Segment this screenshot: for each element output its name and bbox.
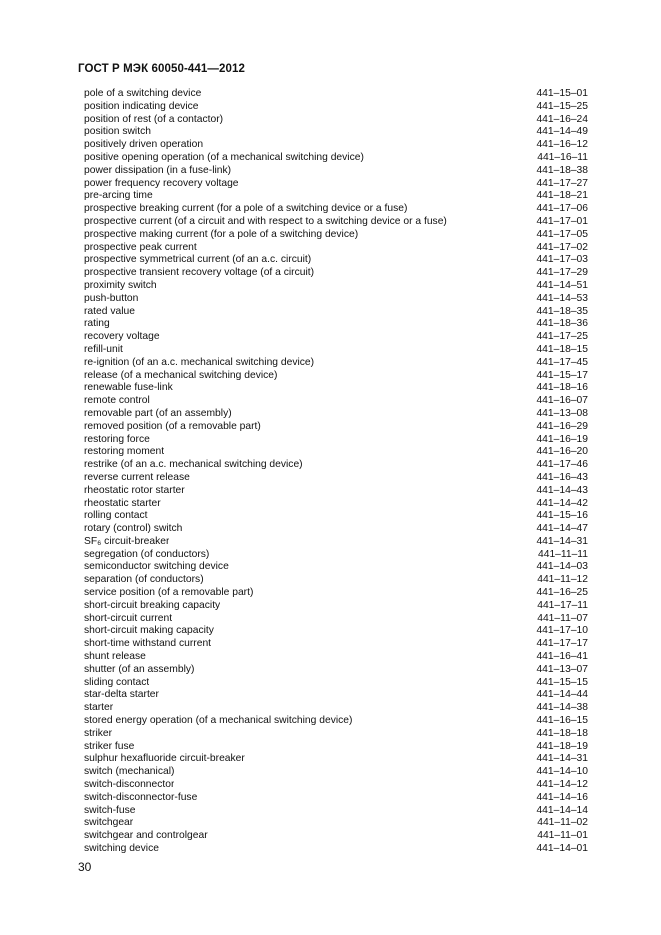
index-code: 441–14–10 [536,766,588,778]
index-entry [84,728,588,741]
index-entry [84,229,588,242]
index-code: 441–18–38 [536,164,588,176]
index-code: 441–14–44 [536,689,588,701]
index-code: 441–11–12 [537,574,588,586]
index-code: 441–17–25 [536,331,588,343]
index-entry [84,561,588,574]
index-term: pre-arcing time [84,190,153,202]
index-entry [84,510,588,523]
index-code: 441–18–21 [536,190,588,202]
index-code: 441–16–29 [536,420,588,432]
index-term: sliding contact [84,676,150,688]
index-code: 441–18–19 [536,740,588,752]
index-entry [84,216,588,229]
index-term: stored energy operation (of a mechanical switching device) [84,715,353,727]
index-code: 441–14–42 [536,497,588,509]
index-code: 441–17–11 [537,599,588,611]
index-entry [84,139,588,152]
index-term: restrike (of an a.c. mechanical switching device) [84,459,303,471]
index-entry [84,344,588,357]
index-entry [84,549,588,562]
index-term: prospective current (of a circuit and with respect to a switching device or a fuse) [84,215,447,227]
index-term: refill-unit [84,343,123,355]
index-term: star-delta starter [84,689,159,701]
index-entry [84,190,588,203]
page-number: 30 [78,860,92,874]
index-term: renewable fuse-link [84,382,173,394]
index-term: position of rest (of a contactor) [84,113,224,125]
index-code: 441–14–38 [536,702,588,714]
index-term: rheostatic rotor starter [84,484,185,496]
index-code: 441–17–02 [536,241,588,253]
index-term: switch-fuse [84,804,136,816]
index-entry [84,600,588,613]
index-entry [84,446,588,459]
index-entry [84,101,588,114]
index-term: switchgear [84,817,134,829]
index-entry [84,689,588,702]
index-code: 441–16–15 [536,715,588,727]
index-code: 441–14–43 [536,484,588,496]
index-entry [84,574,588,587]
index-term: short-circuit breaking capacity [84,599,221,611]
index-term: semiconductor switching device [84,561,229,573]
index-term: SF₆ circuit-breaker [84,535,170,547]
index-entry [84,843,588,856]
index-term: recovery voltage [84,331,160,343]
index-code: 441–16–41 [536,651,588,663]
index-code: 441–17–17 [536,638,588,650]
index-code: 441–14–51 [536,279,588,291]
index-term: prospective peak current [84,241,197,253]
index-entry [84,382,588,395]
index-term: positively driven operation [84,139,204,151]
index-term: re-ignition (of an a.c. mechanical switching device) [84,356,315,368]
index-term: striker [84,727,113,739]
index-code: 441–16–20 [536,446,588,458]
index-term: switchgear and controlgear [84,830,208,842]
index-entry [84,126,588,139]
index-entry [84,498,588,511]
index-term: restoring moment [84,446,165,458]
index-term: switch-disconnector-fuse [84,791,198,803]
index-term: separation (of conductors) [84,574,204,586]
index-entry [84,242,588,255]
term-index-list [84,88,588,856]
index-code: 441–15–17 [536,369,588,381]
index-code: 441–16–07 [536,395,588,407]
index-term: power dissipation (in a fuse-link) [84,164,232,176]
index-code: 441–18–18 [536,727,588,739]
index-entry [84,152,588,165]
index-term: position switch [84,126,151,138]
index-term: segregation (of conductors) [84,548,210,560]
index-entry [84,370,588,383]
index-entry [84,485,588,498]
index-term: short-circuit making capacity [84,625,214,637]
index-entry [84,805,588,818]
index-code: 441–18–15 [536,343,588,355]
index-code: 441–16–43 [536,471,588,483]
index-term: proximity switch [84,279,157,291]
index-entry [84,817,588,830]
index-code: 441–14–01 [536,843,588,855]
index-code: 441–15–01 [536,88,588,99]
index-entry [84,792,588,805]
index-code: 441–11–01 [537,830,588,842]
index-entry [84,178,588,191]
index-term: rheostatic starter [84,497,161,509]
index-entry [84,677,588,690]
index-entry [84,651,588,664]
index-term: power frequency recovery voltage [84,177,239,189]
index-entry [84,280,588,293]
index-term: switching device [84,843,159,855]
index-code: 441–17–03 [536,254,588,266]
index-code: 441–17–06 [536,203,588,215]
index-term: restoring force [84,433,150,445]
index-code: 441–16–11 [537,151,588,163]
index-entry [84,395,588,408]
index-entry [84,114,588,127]
index-entry [84,203,588,216]
index-entry [84,613,588,626]
index-term: rolling contact [84,510,148,522]
index-code: 441–14–47 [536,523,588,535]
index-entry [84,625,588,638]
index-code: 441–14–12 [536,779,588,791]
index-code: 441–14–14 [536,804,588,816]
index-term: removed position (of a removable part) [84,420,261,432]
index-code: 441–17–27 [536,177,588,189]
index-code: 441–14–49 [536,126,588,138]
index-term: prospective breaking current (for a pole of a switching device or a fuse) [84,203,408,215]
index-entry [84,293,588,306]
index-entry [84,664,588,677]
index-code: 441–14–53 [536,292,588,304]
index-code: 441–18–35 [536,305,588,317]
index-term: rotary (control) switch [84,523,183,535]
index-code: 441–15–16 [536,510,588,522]
index-term: remote control [84,395,150,407]
index-entry [84,741,588,754]
index-code: 441–18–36 [536,318,588,330]
index-entry [84,318,588,331]
index-code: 441–14–03 [536,561,588,573]
index-term: switch (mechanical) [84,766,175,778]
index-term: service position (of a removable part) [84,587,254,599]
index-entry [84,766,588,779]
index-term: short-time withstand current [84,638,212,650]
index-entry [84,408,588,421]
index-entry [84,88,588,101]
index-entry [84,459,588,472]
index-code: 441–18–16 [536,382,588,394]
index-term: push-button [84,292,139,304]
index-term: switch-disconnector [84,779,175,791]
index-entry [84,306,588,319]
index-entry [84,779,588,792]
index-entry [84,357,588,370]
index-term: release (of a mechanical switching device) [84,369,278,381]
index-code: 441–11–07 [537,612,588,624]
index-term: shutter (of an assembly) [84,663,195,675]
index-entry [84,267,588,280]
index-code: 441–17–45 [536,356,588,368]
index-entry [84,715,588,728]
index-term: removable part (of an assembly) [84,407,232,419]
index-term: short-circuit current [84,612,173,624]
index-code: 441–15–25 [536,100,588,112]
index-entry [84,421,588,434]
index-term: prospective making current (for a pole of a switching device) [84,228,359,240]
index-code: 441–13–08 [536,407,588,419]
index-entry [84,472,588,485]
index-code: 441–17–05 [536,228,588,240]
index-code: 441–15–15 [536,676,588,688]
index-code: 441–16–24 [536,113,588,125]
index-code: 441–11–11 [537,548,588,560]
index-entry [84,536,588,549]
index-code: 441–14–31 [536,535,588,547]
page-header [78,63,245,75]
index-code: 441–17–46 [536,459,588,471]
index-code: 441–13–07 [536,663,588,675]
index-term: positive opening operation (of a mechanical switching device) [84,151,364,163]
index-term: reverse current release [84,471,190,483]
index-term: starter [84,702,114,714]
index-entry [84,830,588,843]
index-code: 441–11–02 [537,817,588,829]
index-term: striker fuse [84,740,135,752]
index-entry [84,165,588,178]
index-term: prospective symmetrical current (of an a.c. circuit) [84,254,312,266]
index-term: shunt release [84,651,146,663]
index-entry [84,434,588,447]
index-entry [84,702,588,715]
index-entry [84,753,588,766]
index-entry [84,254,588,267]
index-code: 441–16–12 [536,139,588,151]
index-code: 441–16–19 [536,433,588,445]
document-title: ГОСТ Р МЭК 60050-441—2012 [78,63,245,75]
index-term: prospective transient recovery voltage (of a circuit) [84,267,315,279]
index-term: position indicating device [84,100,199,112]
index-code: 441–14–31 [536,753,588,765]
index-code: 441–17–29 [536,267,588,279]
index-term: pole of a switching device [84,88,202,99]
index-entry [84,587,588,600]
index-code: 441–17–01 [536,215,588,227]
index-term: rating [84,318,110,330]
index-term: rated value [84,305,135,317]
index-code: 441–14–16 [536,791,588,803]
index-entry [84,523,588,536]
index-code: 441–16–25 [536,587,588,599]
index-entry [84,331,588,344]
index-entry [84,638,588,651]
index-term: sulphur hexafluoride circuit-breaker [84,753,245,765]
index-code: 441–17–10 [536,625,588,637]
